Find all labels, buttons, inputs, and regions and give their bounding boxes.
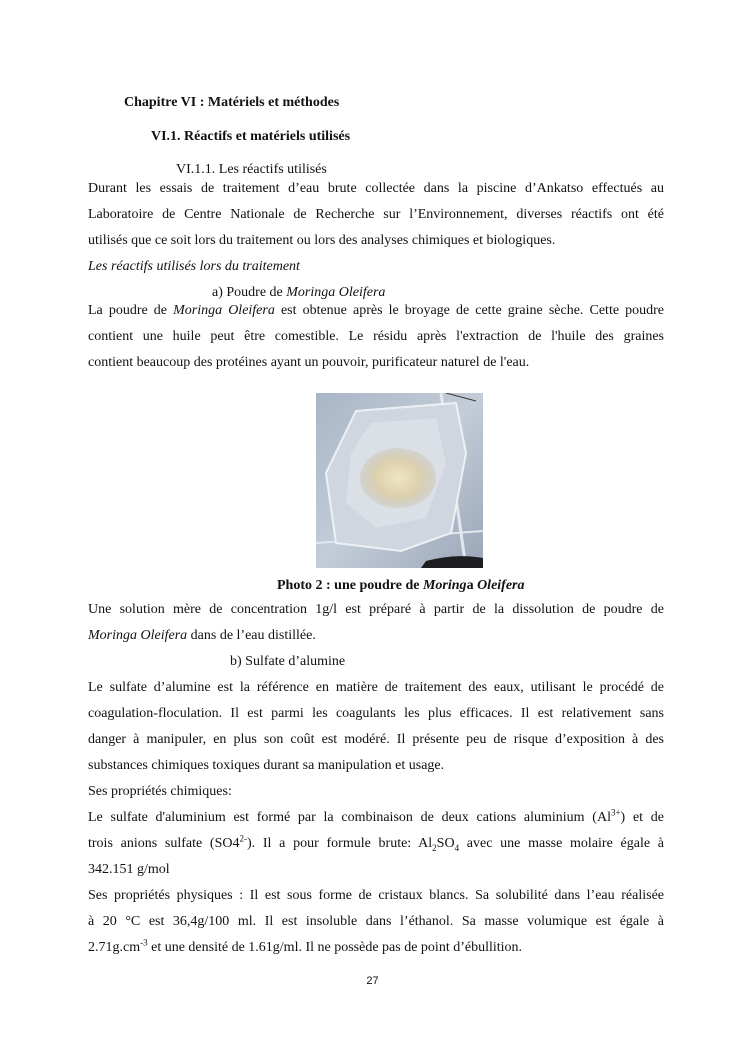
- caption-species-b: Oleifera: [473, 578, 525, 593]
- moringa-l1-post: est obtenue après le broyage de cette graine sèche. Cette poudre: [274, 303, 665, 318]
- intro-line-1: Durant les essais de traitement d’eau brute collectée dans la piscine d’Ankatso effectués au: [88, 181, 664, 196]
- solution-l2-post: dans de l’eau distillée.: [187, 628, 316, 643]
- chem-line-3: 342.151 g/mol: [88, 862, 170, 877]
- phys-l3-sup: -3: [140, 937, 148, 948]
- chem-l1-post: ) et de: [620, 810, 664, 825]
- section-title: VI.1. Réactifs et matériels utilisés: [151, 129, 351, 144]
- phys-l3-pre: 2.71g.cm: [88, 940, 141, 955]
- solution-line-1: Une solution mère de concentration 1g/l est préparé à partir de la dissolution de poudre de: [88, 602, 664, 617]
- chem-l2-mid: ). Il a pour formule brute: Al: [247, 836, 433, 851]
- item-a-prefix: a) Poudre de: [212, 285, 287, 300]
- moringa-line-2: contient une huile peut être comestible. Le résidu après l'extraction de l'huile des graines: [88, 329, 664, 344]
- intro-line-3: utilisés que ce soit lors du traitement ou lors des analyses chimiques et biologiques.: [88, 233, 556, 248]
- sulfate-line-4: substances chimiques toxiques durant sa manipulation et usage.: [88, 758, 445, 773]
- caption-prefix: Photo 2 : une poudre de: [277, 578, 423, 593]
- moringa-powder-photo: [316, 393, 483, 568]
- chem-heading: Ses propriétés chimiques:: [88, 784, 232, 799]
- phys-l3-post: et une densité de 1.61g/ml. Il ne possède pas de point d’ébullition.: [147, 940, 523, 955]
- phys-line-2: à 20 °C est 36,4g/100 ml. Il est insoluble dans l’éthanol. Sa masse volumique est égale à: [88, 914, 664, 929]
- moringa-l1-pre: La poudre de: [88, 303, 174, 318]
- caption-species-a: Moring: [422, 578, 467, 593]
- item-a-species: Moringa Oleifera: [286, 285, 386, 300]
- chem-line-1: [88, 809, 664, 826]
- sulfate-line-1: Le sulfate d’alumine est la référence en matière de traitement des eaux, utilisant le procédé de: [88, 680, 664, 695]
- item-b-heading: b) Sulfate d’alumine: [230, 654, 346, 669]
- chem-l2-sub2: 4: [454, 842, 460, 853]
- sulfate-line-2: coagulation-floculation. Il est parmi les coagulants les plus efficaces. Il est relativement sans: [88, 706, 664, 721]
- chem-l2-sub1: 2: [432, 842, 437, 853]
- chem-l2-mid2: SO: [436, 836, 455, 851]
- chem-l2-sup: 2-: [239, 833, 247, 844]
- chem-l2-post: avec une masse molaire égale à: [459, 836, 664, 851]
- solution-l2-species: Moringa Oleifera: [88, 628, 188, 643]
- solution-line-2: [88, 627, 664, 644]
- page-number: 27: [366, 975, 379, 987]
- treatment-heading: Les réactifs utilisés lors du traitement: [88, 259, 300, 274]
- chem-l2-pre: trois anions sulfate (SO4: [88, 836, 240, 851]
- chem-l1-pre: Le sulfate d'aluminium est formé par la combinaison de deux cations aluminium (Al: [88, 810, 611, 825]
- phys-line-3: [88, 939, 664, 956]
- chem-line-2: [88, 835, 664, 852]
- chapter-title: Chapitre VI : Matériels et méthodes: [124, 95, 340, 110]
- chem-l1-sup: 3+: [610, 807, 621, 818]
- sulfate-line-3: danger à manipuler, en plus son coût est modéré. Il présente peu de risque d’exposition à des: [88, 732, 664, 747]
- caption-species-mid: a: [466, 578, 474, 593]
- intro-line-2: Laboratoire de Centre Nationale de Recherche sur l’Environnement, diverses réactifs ont été: [88, 207, 664, 222]
- moringa-line-1: [88, 302, 664, 319]
- phys-line-1: Ses propriétés physiques : Il est sous forme de cristaux blancs. Sa solubilité dans l’eau réalisée: [88, 888, 664, 903]
- moringa-line-3: contient beaucoup des protéines ayant un pouvoir, purificateur naturel de l'eau.: [88, 355, 530, 370]
- moringa-l1-species: Moringa Oleifera: [173, 303, 275, 318]
- item-a-heading: [212, 284, 385, 301]
- photo-caption: [277, 577, 525, 594]
- subsection-title: VI.1.1. Les réactifs utilisés: [176, 162, 327, 177]
